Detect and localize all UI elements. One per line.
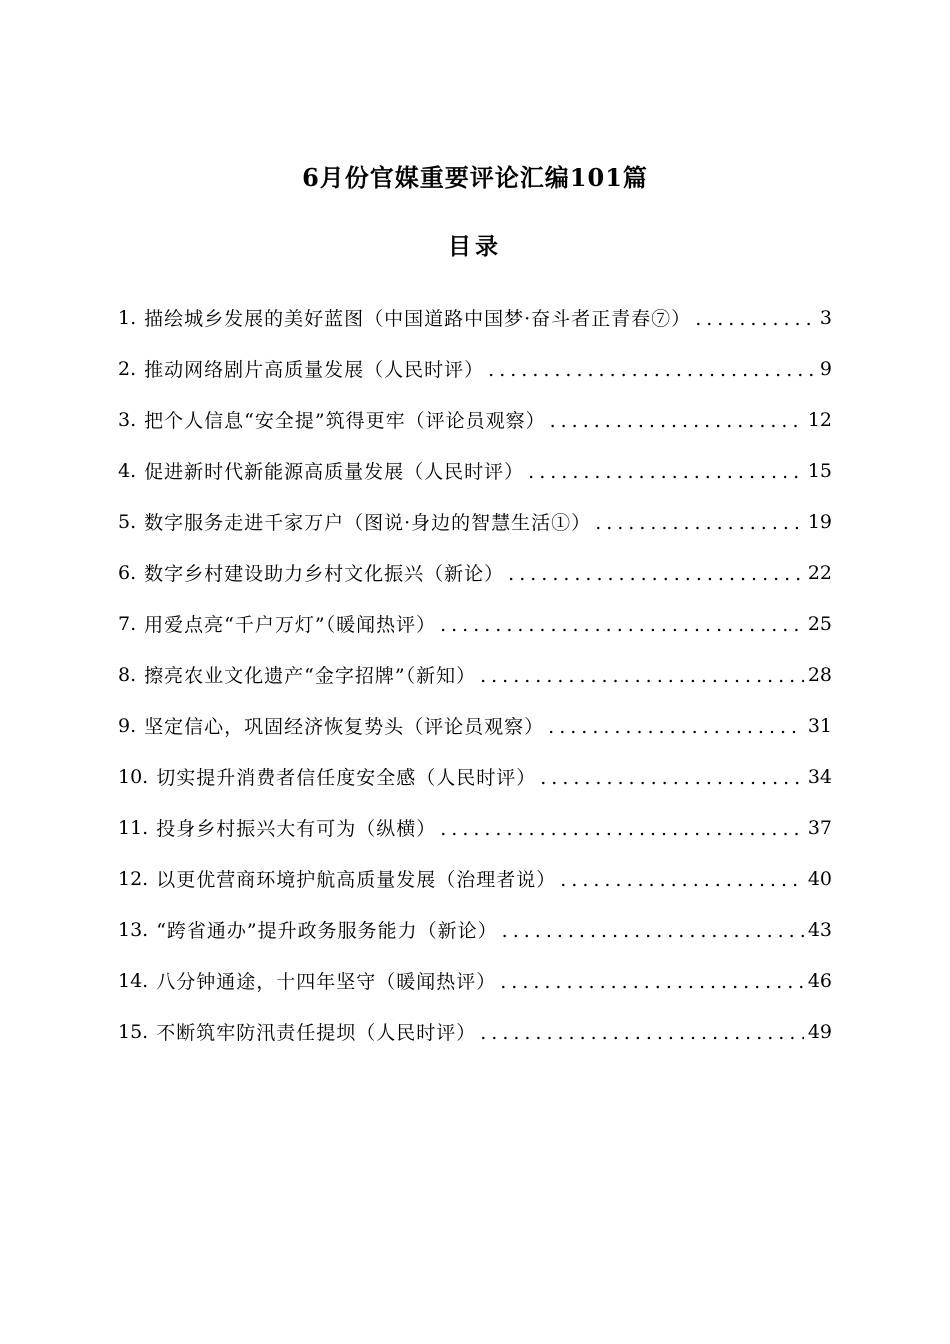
toc-entry-title: 用爱点亮“千户万灯”（暖闻热评）	[144, 614, 437, 636]
toc-entry-number: 8.	[118, 663, 137, 686]
toc-leader-dots	[508, 565, 804, 584]
toc-entry[interactable]	[118, 853, 832, 904]
toc-leader-dots	[440, 820, 804, 839]
toc-entry-number: 4.	[118, 459, 137, 482]
toc-entry-number: 14.	[118, 969, 149, 992]
toc-entry-page: 25	[807, 612, 832, 635]
toc-entry-title: 不断筑牢防汛责任提坝（人民时评）	[156, 1022, 477, 1044]
toc-entry-number: 9.	[118, 714, 137, 737]
toc-entry-title: 以更优营商环境护航高质量发展（治理者说）	[156, 869, 557, 891]
toc-entry-number: 7.	[118, 612, 137, 635]
toc-entry-page: 28	[807, 663, 832, 686]
toc-entry-page: 3	[819, 306, 832, 329]
toc-entry-number: 5.	[118, 510, 137, 533]
toc-entry-title: 数字服务走进千家万户（图说·身边的智慧生活①）	[144, 512, 592, 534]
toc-entry[interactable]	[118, 649, 832, 700]
toc-leader-dots	[480, 1024, 804, 1043]
toc-entry[interactable]	[118, 598, 832, 649]
toc-entry-page: 19	[807, 510, 832, 533]
toc-entry-page: 9	[819, 357, 832, 380]
toc-entry[interactable]	[118, 445, 832, 496]
toc-entry[interactable]	[118, 394, 832, 445]
toc-entry[interactable]	[118, 700, 832, 751]
toc-leader-dots	[548, 718, 804, 737]
toc-entry-number: 10.	[118, 765, 149, 788]
toc-entry-title: 切实提升消费者信任度安全感（人民时评）	[156, 767, 537, 789]
toc-entry-number: 6.	[118, 561, 137, 584]
toc-entry-title: 投身乡村振兴大有可为（纵横）	[156, 818, 437, 840]
toc-entry-page: 46	[807, 969, 832, 992]
toc-entry[interactable]	[118, 547, 832, 598]
toc-leader-dots	[528, 463, 804, 482]
toc-leader-dots	[488, 361, 816, 380]
toc-entry-title: 推动网络剧片高质量发展（人民时评）	[144, 359, 485, 381]
toc-entry-title: “跨省通办”提升政务服务能力（新论）	[156, 920, 498, 942]
toc-entry-number: 15.	[118, 1020, 149, 1043]
toc-leader-dots	[695, 310, 816, 329]
toc-entry-page: 22	[807, 561, 832, 584]
toc-leader-dots	[480, 667, 804, 686]
toc-entry-number: 11.	[118, 816, 149, 839]
toc-entry-number: 2.	[118, 357, 137, 380]
toc-leader-dots	[540, 769, 804, 788]
toc-entry[interactable]	[118, 496, 832, 547]
toc-entry-number: 13.	[118, 918, 149, 941]
toc-leader-dots	[560, 871, 804, 890]
toc-leader-dots	[502, 922, 804, 941]
table-of-contents	[118, 292, 832, 1057]
toc-entry-page: 40	[807, 867, 832, 890]
toc-entry-title: 数字乡村建设助力乡村文化振兴（新论）	[144, 563, 505, 585]
toc-entry-page: 49	[807, 1020, 832, 1043]
toc-heading: 目录	[448, 233, 502, 260]
toc-entry-title: 坚定信心，巩固经济恢复势头（评论员观察）	[144, 716, 545, 738]
toc-entry[interactable]	[118, 802, 832, 853]
toc-leader-dots	[500, 973, 804, 992]
toc-leader-dots	[550, 412, 804, 431]
toc-entry[interactable]	[118, 955, 832, 1006]
toc-leader-dots	[440, 616, 804, 635]
toc-entry-number: 12.	[118, 867, 149, 890]
toc-entry-page: 15	[807, 459, 832, 482]
toc-entry-number: 3.	[118, 408, 137, 431]
toc-entry-number: 1.	[118, 306, 137, 329]
toc-entry[interactable]	[118, 292, 832, 343]
toc-entry-title: 把个人信息“安全提”筑得更牢（评论员观察）	[144, 410, 546, 432]
toc-entry[interactable]	[118, 1006, 832, 1057]
toc-entry[interactable]	[118, 343, 832, 394]
toc-entry-title: 擦亮农业文化遗产“金字招牌”（新知）	[144, 665, 477, 687]
toc-entry-title: 促进新时代新能源高质量发展（人民时评）	[144, 461, 525, 483]
toc-entry-page: 12	[807, 408, 832, 431]
toc-entry-page: 37	[807, 816, 832, 839]
toc-entry[interactable]	[118, 751, 832, 802]
toc-entry-page: 43	[807, 918, 832, 941]
toc-entry-title: 八分钟通途，十四年坚守（暖闻热评）	[156, 971, 497, 993]
toc-entry-page: 31	[807, 714, 832, 737]
document-title: 6月份官媒重要评论汇编101篇	[302, 163, 648, 192]
toc-entry-title: 描绘城乡发展的美好蓝图（中国道路中国梦·奋斗者正青春⑦）	[144, 308, 692, 330]
toc-entry-page: 34	[807, 765, 832, 788]
toc-leader-dots	[595, 514, 804, 533]
toc-entry[interactable]	[118, 904, 832, 955]
